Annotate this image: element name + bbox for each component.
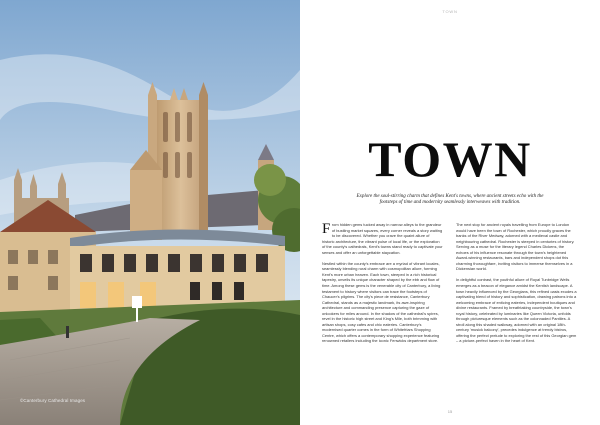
paragraph: The next stop for ancient royals travelling from Europe to London would have been the town of Rochester, which proudly graces the banks of the River Medway, adorned with a medieval castle and neighbouring cathedral. Rochester is steeped in centuries of history. Serving as a muse for the literary legend Charles Dickens, the echoes of his influence resonate through the town's heightened Award-winning restaurants, bars and independent shops dot this charming thoroughfare, inviting visitors to immerse themselves in a Dickensian world. bbox=[456, 222, 575, 272]
paragraph-text: rom hidden gems tucked away in narrow alleys to the grandeur of bustling market squares, every corner reveals a story waiting to be discovered. Whether you crave the quaint allure of historic architecture, the vibrant pulse of local life, or the exploration of the county's cathedrals, Kent's towns stand ready to captivate your senses and offer an unforgettable staycation. bbox=[322, 222, 443, 255]
paragraph bbox=[322, 222, 443, 255]
text-column-right bbox=[456, 222, 577, 349]
page-title: TOWN bbox=[368, 131, 532, 187]
photo-caption: ©Canterbury Cathedral Images bbox=[20, 398, 86, 403]
running-header: TOWN bbox=[442, 9, 458, 14]
paragraph: Nestled within the county's embrace are a myriad of vibrant locales, seamlessly blending rural charm with cosmopolitan allure, forming Kent's more urban heaven. Each town, steeped in a rich historical tapestry, unveils its unique character shaped by the ebb and flow of time. Among these gems is the venerable city of Canterbury, a living testament to history where visitors can trace the footsteps of Chaucer's pilgrims. The city's piece de resistance, Canterbury Cathedral, stands as a majestic landmark, its awe-inspiring architecture and commanding presence capturing the gaze of onlookers for miles around. In the shadow of the cathedral's spires, revel in the historic high street and King's Mile, both brimming with artisan shops, cosy cafes and chic eateries. Canterbury's modernised quarter comes in the form of Whitefriars Shopping Centre, which offers a contemporary shopping experience featuring renowned retailers including the iconic Fenwicks department store. bbox=[322, 260, 441, 344]
paragraph: In delightful contrast, the youthful allure of Royal Tunbridge Wells emerges as a beacon of elegance amidst the Kentish landscape. A town heavily influenced by the Georgians, this refined oasis exudes a captivating blend of history and sophistication, drawing patrons into a welcoming embrace of enticing eateries, independent boutiques and divine restaurants. Framed by breathtaking countryside, the town's royal history, celebrated by luminaries like Queen Victoria, unfolds through picturesque elements such as the colonnaded Pantiles. A stroll along this shaded walkway, adorned with an original 18th-century 'musick balcony', precedes indulgence at trendy bistros, offering the perfect prelude to exploring the rest of this Georgian gem – a picture-perfect haven in the heart of Kent. bbox=[456, 277, 577, 344]
drop-cap: F bbox=[322, 221, 331, 237]
standfirst: Explore the soul-stirring charm that defines Kent's towns, where ancient streets echo with the footsteps of time and modernity seamlessly interweaves with tradition. bbox=[356, 194, 544, 206]
article-page bbox=[300, 0, 600, 425]
text-column-left bbox=[322, 222, 443, 349]
page-number: 15 bbox=[447, 409, 453, 414]
